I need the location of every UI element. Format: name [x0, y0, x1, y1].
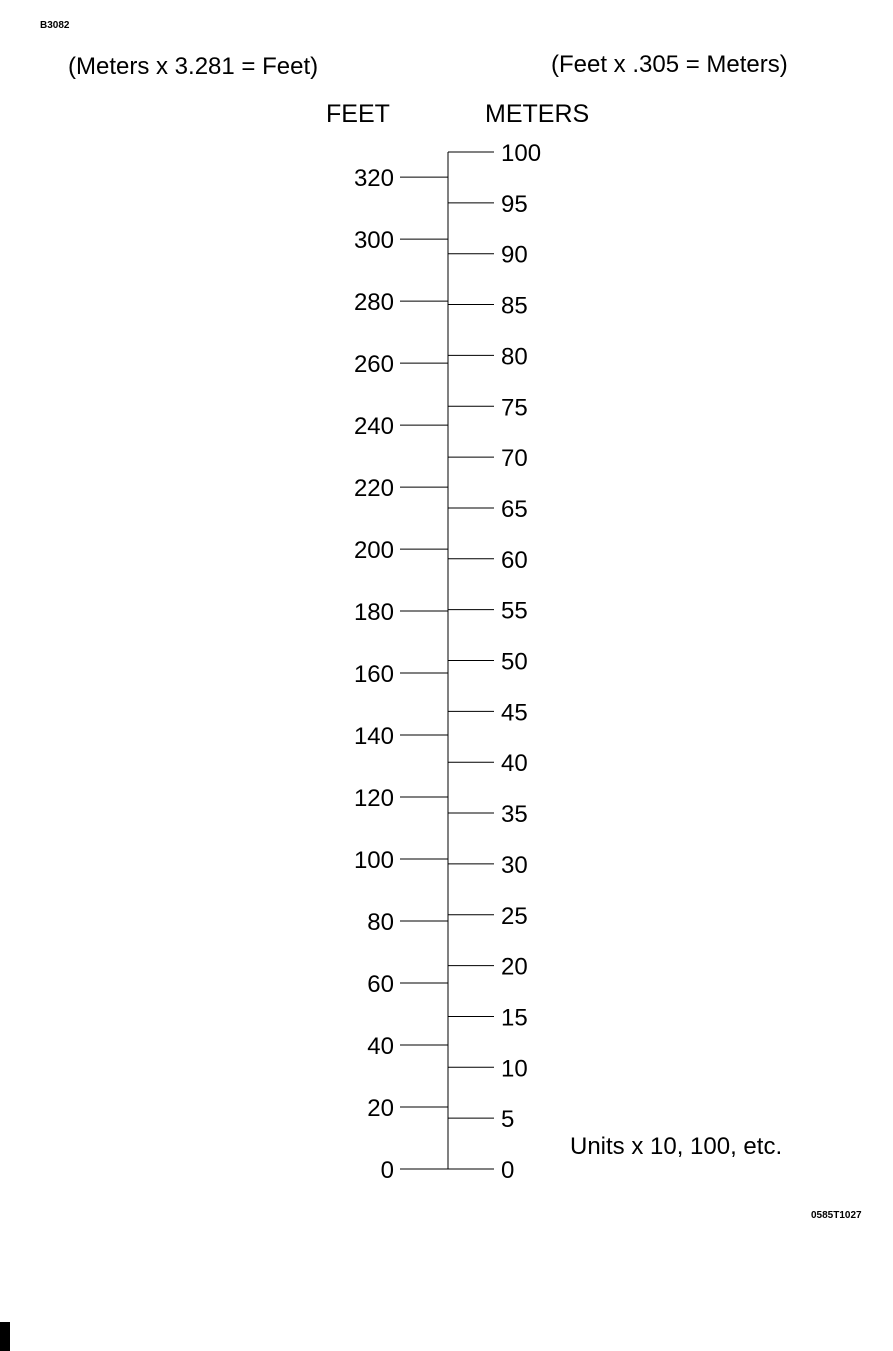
meters-to-feet-formula: (Meters x 3.281 = Feet) — [68, 53, 319, 80]
meters-tick-label: 60 — [501, 546, 528, 574]
feet-tick-label: 220 — [353, 475, 394, 503]
meters-tick-label: 95 — [501, 190, 528, 218]
feet-tick-label: 300 — [353, 227, 394, 255]
meters-tick-label: 85 — [501, 292, 528, 320]
meters-tick-label: 75 — [501, 394, 528, 422]
feet-tick-label: 280 — [353, 289, 394, 317]
meters-tick-label: 0 — [501, 1157, 515, 1184]
meters-tick-label: 15 — [501, 1004, 528, 1032]
document-id-label: B3082 — [40, 20, 70, 31]
meters-tick-label: 40 — [501, 750, 528, 778]
feet-tick-label: 140 — [353, 723, 394, 751]
meters-tick-label: 90 — [501, 241, 528, 269]
meters-tick-label: 10 — [501, 1055, 528, 1083]
meters-tick-group — [448, 140, 541, 1184]
meters-tick-label: 35 — [501, 801, 528, 829]
feet-tick-label: 200 — [353, 537, 394, 565]
feet-tick-label: 320 — [353, 165, 394, 193]
feet-tick-label: 60 — [367, 971, 394, 999]
feet-tick-label: 160 — [353, 661, 394, 689]
feet-tick-group — [354, 165, 448, 1184]
meters-tick-label: 25 — [501, 902, 528, 930]
meters-tick-label: 55 — [501, 597, 528, 625]
meters-tick-label: 30 — [501, 851, 528, 879]
meters-column-header: METERS — [485, 100, 590, 128]
feet-column-header: FEET — [326, 100, 390, 128]
meters-tick-label: 65 — [501, 495, 528, 523]
feet-tick-label: 180 — [353, 599, 394, 627]
meters-tick-label: 5 — [501, 1106, 515, 1134]
corner-registration-mark — [0, 1322, 10, 1351]
meters-tick-label: 45 — [501, 699, 528, 727]
feet-tick-label: 80 — [367, 909, 394, 937]
meters-tick-label: 20 — [501, 953, 528, 981]
feet-to-meters-formula: (Feet x .305 = Meters) — [551, 51, 788, 78]
feet-tick-label: 240 — [353, 413, 394, 441]
feet-tick-label: 0 — [380, 1157, 394, 1184]
feet-tick-label: 120 — [353, 785, 394, 813]
feet-tick-label: 40 — [367, 1033, 394, 1061]
meters-tick-label: 80 — [501, 343, 528, 371]
meters-tick-label: 100 — [501, 140, 542, 167]
feet-tick-label: 260 — [353, 351, 394, 379]
figure-code-label: 0585T1027 — [811, 1210, 862, 1221]
units-note: Units x 10, 100, etc. — [570, 1133, 783, 1160]
meters-tick-label: 50 — [501, 648, 528, 676]
feet-tick-label: 100 — [353, 847, 394, 875]
feet-tick-label: 20 — [367, 1095, 394, 1123]
meters-tick-label: 70 — [501, 445, 528, 473]
